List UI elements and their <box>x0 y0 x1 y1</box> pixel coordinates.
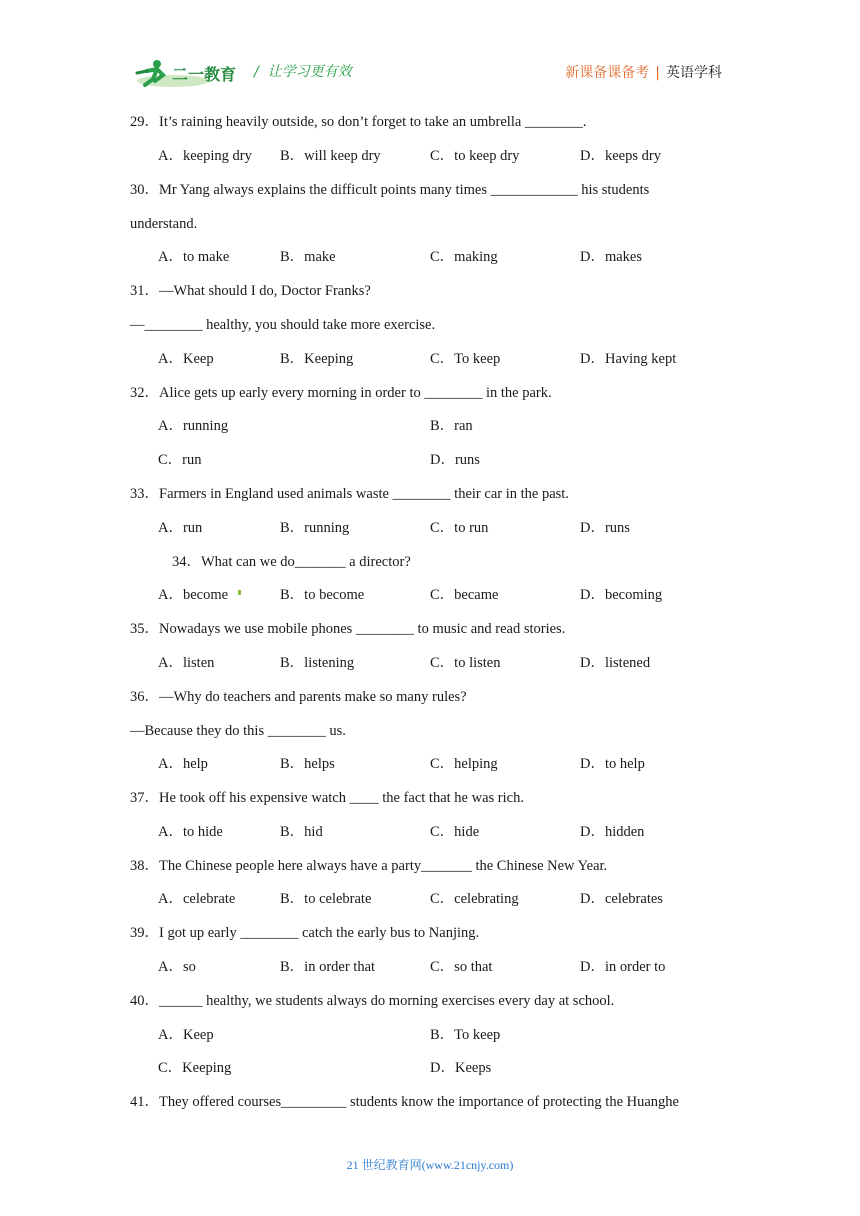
option-c: C．run <box>158 452 202 468</box>
option-a: A．help <box>158 756 208 772</box>
option-b: B．to celebrate <box>280 891 372 907</box>
question-35: 35．Nowadays we use mobile phones ________ to music and read stories. <box>130 621 566 637</box>
option-a: A．to hide <box>158 824 223 840</box>
option-a: A．keeping dry <box>158 148 252 164</box>
option-c: C．hide <box>430 824 480 840</box>
option-d: D．runs <box>430 452 480 468</box>
question-31-reply: —________ healthy, you should take more exercise. <box>130 317 436 333</box>
question-32: 32．Alice gets up early every morning in order to ________ in the park. <box>130 385 552 401</box>
question-33: 33．Farmers in England used animals waste ________ their car in the past. <box>130 486 569 502</box>
option-d: D．Keeps <box>430 1060 492 1076</box>
option-a: A．to make <box>158 249 230 265</box>
option-b: B．hid <box>280 824 323 840</box>
option-a: A．run <box>158 520 203 536</box>
option-a: A．listen <box>158 655 215 671</box>
option-b: B．listening <box>280 655 355 671</box>
option-c: C．became <box>430 587 499 603</box>
question-36-reply: —Because they do this ________ us. <box>130 723 346 739</box>
question-41: 41．They offered courses_________ students know the importance of protecting the Huanghe <box>130 1094 679 1110</box>
option-b: B．helps <box>280 756 335 772</box>
option-a: A．Keep <box>158 351 214 367</box>
option-a: A．Keep <box>158 1027 214 1043</box>
option-b: B．ran <box>430 418 473 434</box>
option-d: D．makes <box>580 249 643 265</box>
option-c: C．to listen <box>430 655 501 671</box>
option-c: C．to keep dry <box>430 148 520 164</box>
page-header <box>0 0 860 100</box>
option-d: D．runs <box>580 520 630 536</box>
option-a: A．running <box>158 418 229 434</box>
option-d: D．listened <box>580 655 651 671</box>
option-c: C．celebrating <box>430 891 519 907</box>
question-31: 31．—What should I do, Doctor Franks? <box>130 283 371 299</box>
question-30-cont: understand. <box>130 216 198 232</box>
option-a: A．become <box>158 587 229 603</box>
option-b: B．running <box>280 520 350 536</box>
header-subject <box>565 62 722 82</box>
question-34: 34．What can we do_______ a director? <box>172 554 411 570</box>
question-39: 39．I got up early ________ catch the early bus to Nanjing. <box>130 925 480 941</box>
option-b: B．Keeping <box>280 351 354 367</box>
option-d: D．hidden <box>580 824 645 840</box>
option-d: D．keeps dry <box>580 148 661 164</box>
option-c: C．helping <box>430 756 498 772</box>
question-38: 38．The Chinese people here always have a party_______ the Chinese New Year. <box>130 858 608 874</box>
option-c: C．to run <box>430 520 489 536</box>
question-36: 36．—Why do teachers and parents make so many rules? <box>130 689 467 705</box>
green-mark <box>238 590 241 595</box>
option-c: C．To keep <box>430 351 501 367</box>
option-d: D．celebrates <box>580 891 663 907</box>
option-d: D．becoming <box>580 587 663 603</box>
question-29: 29．It’s raining heavily outside, so don’t forget to take an umbrella ________. <box>130 114 587 130</box>
option-b: B．make <box>280 249 336 265</box>
header-course-label: 新课备课备考 <box>565 65 650 81</box>
option-d: D．to help <box>580 756 645 772</box>
option-d: D．in order to <box>580 959 666 975</box>
option-b: B．to become <box>280 587 365 603</box>
header-subject-label: 英语学科 <box>666 65 722 81</box>
option-b: B．will keep dry <box>280 148 381 164</box>
option-b: B．in order that <box>280 959 376 975</box>
header-slogan: / 让学习更有效 <box>254 64 352 80</box>
question-40: 40．______ healthy, we students always do morning exercises every day at school. <box>130 993 615 1009</box>
option-b: B．To keep <box>430 1027 501 1043</box>
option-c: C．making <box>430 249 498 265</box>
option-c: C．so that <box>430 959 493 975</box>
logo-text: 二一教育 <box>172 65 237 84</box>
header-separator: | <box>655 65 660 81</box>
question-37: 37．He took off his expensive watch ____ the fact that he was rich. <box>130 790 524 806</box>
option-a: A．so <box>158 959 196 975</box>
question-30: 30．Mr Yang always explains the difficult points many times ____________ his students <box>130 182 650 198</box>
option-a: A．celebrate <box>158 891 236 907</box>
option-c: C．Keeping <box>158 1060 232 1076</box>
page-footer: 21 世纪教育网(www.21cnjy.com) <box>346 1158 514 1172</box>
option-d: D．Having kept <box>580 351 677 367</box>
